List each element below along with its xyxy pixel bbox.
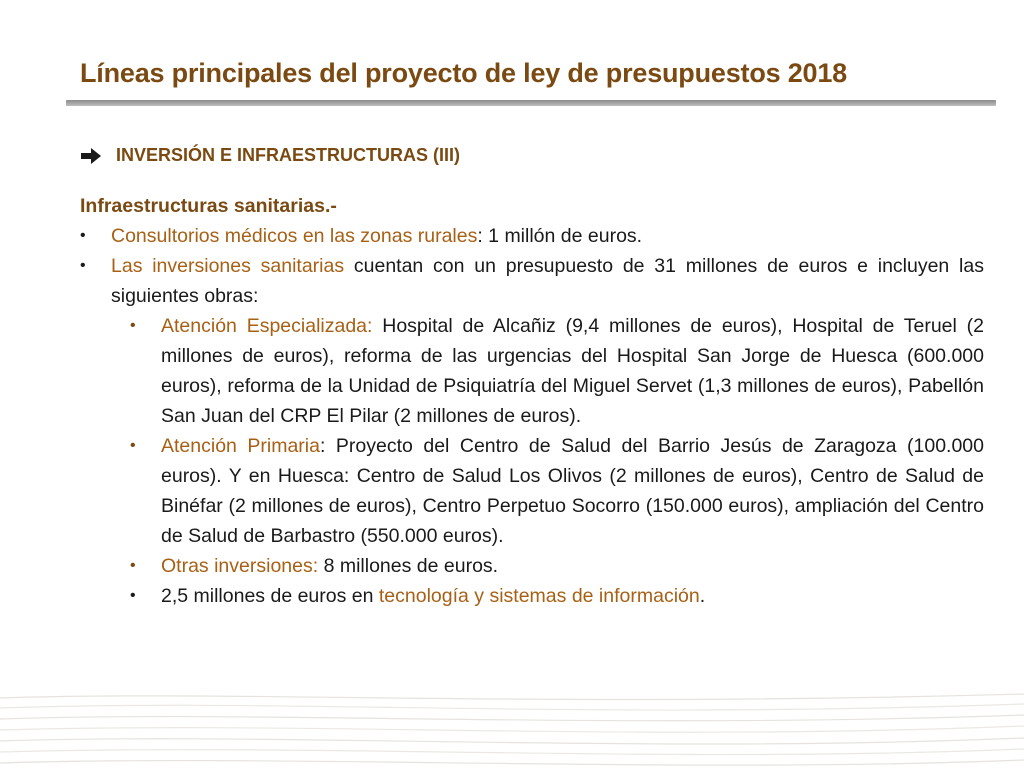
section-heading-text: INVERSIÓN E INFRAESTRUCTURAS (III)	[116, 145, 461, 165]
list-item	[80, 251, 984, 311]
bullet-icon: •	[130, 587, 136, 604]
arrow-right-icon	[80, 147, 102, 165]
sub-list-item	[130, 431, 984, 551]
item-highlight: Las inversiones sanitarias	[111, 255, 345, 277]
section-heading	[80, 145, 460, 166]
sub-list-item	[130, 311, 984, 431]
bullet-icon: •	[130, 557, 136, 574]
bullet-icon: •	[80, 257, 86, 274]
slide-body	[80, 191, 984, 611]
item-text: cuentan con un presupuesto de 31 millones de euros e incluyen las siguientes obras:	[111, 255, 984, 307]
title-divider	[66, 100, 996, 106]
subitem-text-before: 2,5 millones de euros en	[161, 585, 379, 607]
slide-title: Líneas principales del proyecto de ley de presupuestos 2018	[80, 58, 847, 88]
subitem-text: Hospital de Alcañiz (9,4 millones de euros), Hospital de Teruel (2 millones de euros), reforma de las urgencias del Hospital San Jorge de Huesca (600.000 euros), reforma de la Unidad de Psiquiatría del Miguel Servet (1,3 millones de euros), Pabellón San Juan del CRP El Pilar (2 millones de euros).	[161, 315, 984, 427]
subitem-highlight: Otras inversiones:	[161, 555, 319, 577]
subitem-highlight: Atención Primaria	[161, 435, 320, 457]
subitem-text: 8 millones de euros.	[318, 555, 499, 577]
subitem-text-after: .	[699, 585, 706, 607]
sub-bullet-list	[130, 311, 984, 611]
sub-list-item	[130, 551, 984, 581]
sub-list-item	[130, 581, 984, 611]
subitem-highlight: Atención Especializada:	[161, 315, 373, 337]
decorative-wave-footer	[0, 688, 1024, 768]
subheading: Infraestructuras sanitarias.-	[80, 195, 337, 217]
bullet-icon: •	[130, 317, 136, 334]
list-item	[80, 221, 984, 251]
bullet-list	[80, 221, 984, 311]
subitem-text: : Proyecto del Centro de Salud del Barrio Jesús de Zaragoza (100.000 euros). Y en Huesca: Centro de Salud Los Olivos (2 millones de euros), Centro de Salud de Binéfar (2 millones de euros), Centro Perpetuo Socorro (150.000 euros), ampliación del Centro de Salud de Barbastro (550.000 euros).	[161, 435, 984, 547]
subitem-highlight: tecnología y sistemas de información	[378, 585, 700, 607]
bullet-icon: •	[80, 227, 86, 244]
bullet-icon: •	[130, 437, 136, 454]
item-text: : 1 millón de euros.	[477, 225, 643, 247]
item-highlight: Consultorios médicos en las zonas rurales	[111, 225, 478, 247]
